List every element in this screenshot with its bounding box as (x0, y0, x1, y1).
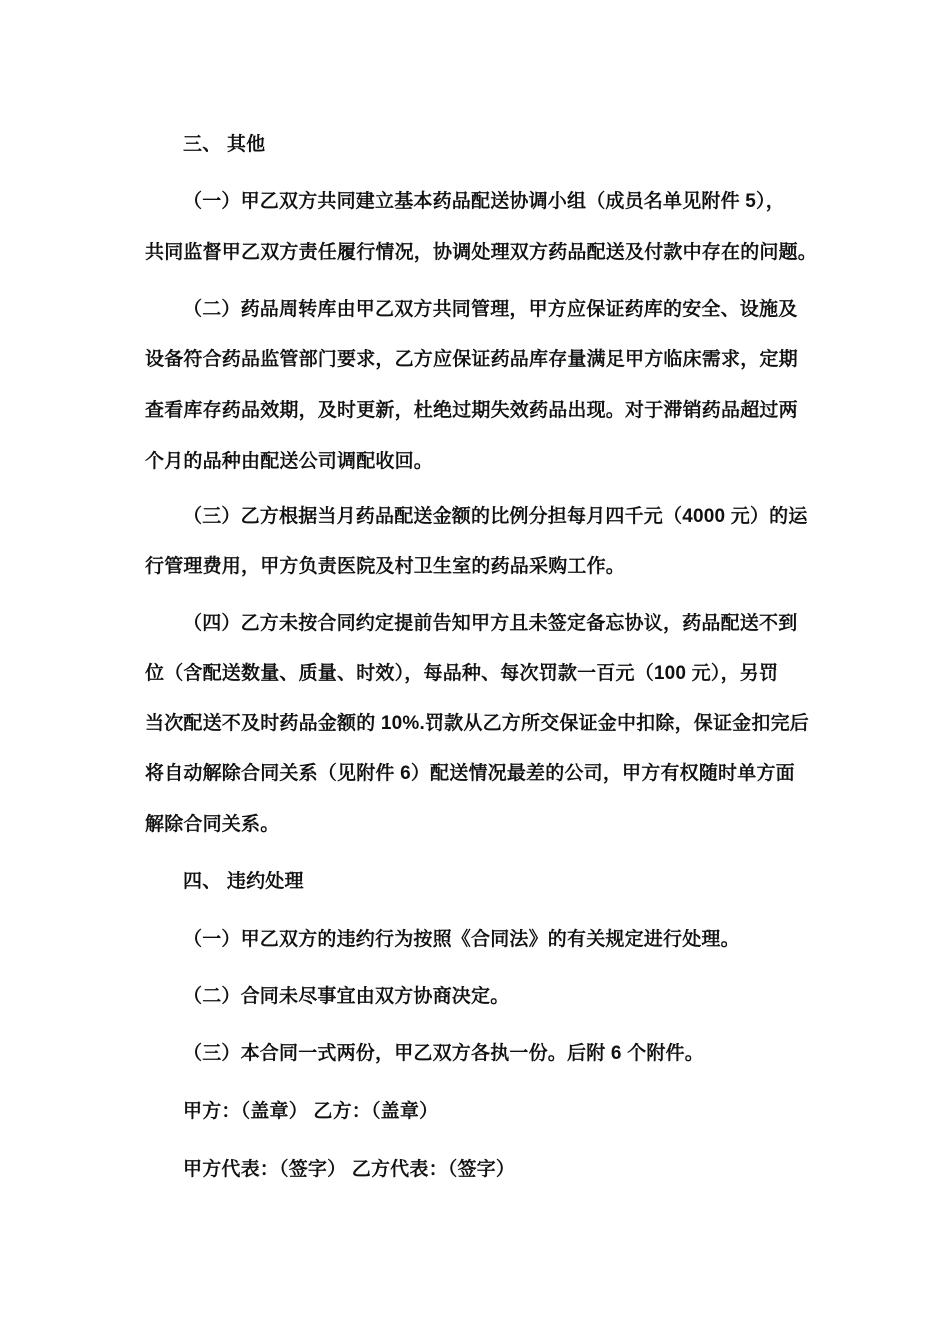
paragraph-line: 将自动解除合同关系（见附件 6）配送情况最差的公司，甲方有权随时单方面 (145, 763, 795, 784)
paragraph-line: （二）药品周转库由甲乙双方共同管理，甲方应保证药库的安全、设施及 (183, 299, 798, 320)
paragraph-line: （一）甲乙双方共同建立基本药品配送协调小组（成员名单见附件 5）， (183, 191, 785, 212)
paragraph-line: （三）本合同一式两份，甲乙双方各执一份。后附 6 个附件。 (183, 1043, 704, 1064)
paragraph-line: （二）合同未尽事宜由双方协商决定。 (183, 986, 510, 1007)
paragraph-line: 共同监督甲乙双方责任履行情况，协调处理双方药品配送及付款中存在的问题。 (145, 242, 818, 263)
section-heading-breach: 四、 违约处理 (183, 871, 304, 892)
paragraph-line: （一）甲乙双方的违约行为按照《合同法》的有关规定进行处理。 (183, 929, 740, 950)
paragraph-line: （三）乙方根据当月药品配送金额的比例分担每月四千元（4000 元）的运 (183, 506, 808, 527)
paragraph-line: 行管理费用，甲方负责医院及村卫生室的药品采购工作。 (145, 556, 626, 577)
seal-line: 甲方：（盖章） 乙方：（盖章） (183, 1101, 439, 1122)
paragraph-line: 查看库存药品效期，及时更新，杜绝过期失效药品出现。对于滞销药品超过两 (145, 400, 798, 421)
signature-line: 甲方代表：（签字） 乙方代表：（签字） (183, 1159, 516, 1180)
paragraph-line: 设备符合药品监管部门要求，乙方应保证药品库存量满足甲方临床需求，定期 (145, 349, 798, 370)
paragraph-line: 个月的品种由配送公司调配收回。 (145, 451, 434, 472)
paragraph-line: 解除合同关系。 (145, 814, 280, 835)
section-heading-other: 三、 其他 (183, 134, 266, 155)
paragraph-line: 位（含配送数量、质量、时效），每品种、每次罚款一百元（100 元），另罚 (145, 663, 779, 684)
paragraph-line: 当次配送不及时药品金额的 10%.罚款从乙方所交保证金中扣除，保证金扣完后 (145, 713, 809, 734)
paragraph-line: （四）乙方未按合同约定提前告知甲方且未签定备忘协议，药品配送不到 (183, 613, 798, 634)
